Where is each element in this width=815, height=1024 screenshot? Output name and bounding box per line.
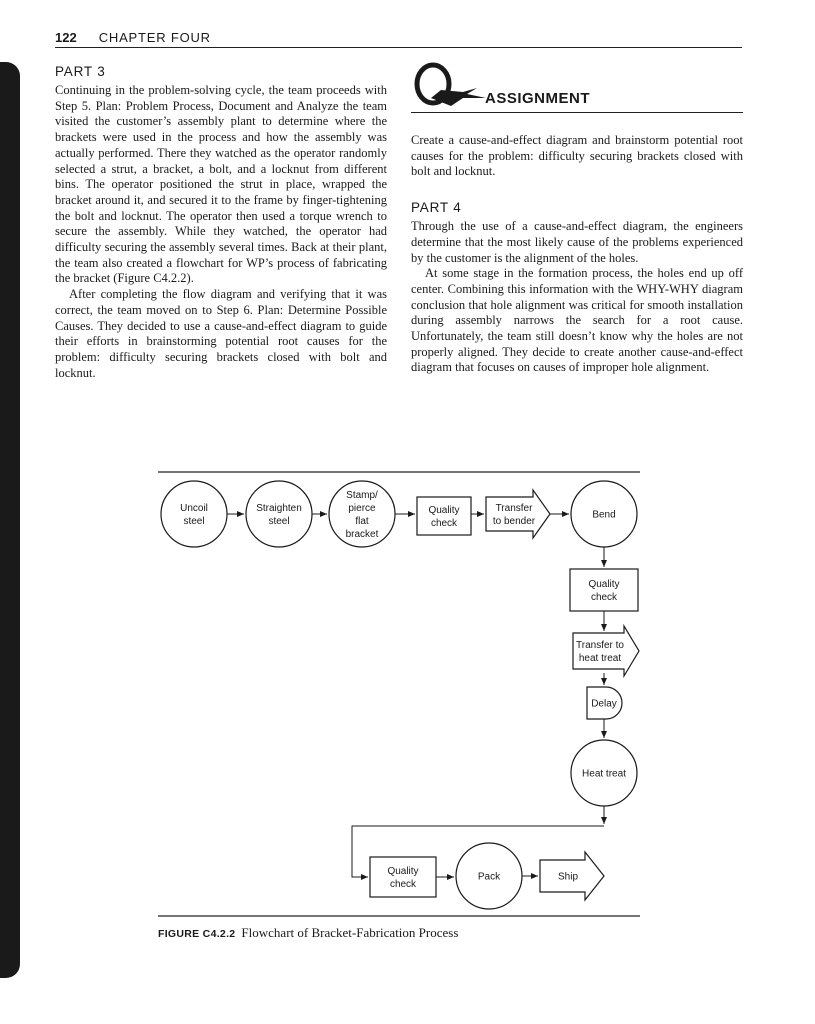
svg-text:Heat treat: [582, 769, 626, 780]
svg-text:Pack: [478, 872, 501, 883]
svg-text:Ship: [558, 872, 578, 883]
flowchart-label-line: Delay: [591, 698, 617, 710]
flowchart-label-line: flat: [355, 516, 369, 527]
flowchart-label-line: Ship: [557, 871, 579, 883]
chapter-title: CHAPTER FOUR: [98, 30, 211, 45]
figure-title: Flowchart of Bracket-Fabrication Process: [241, 925, 459, 940]
node-bend: [571, 481, 637, 547]
part3-paragraph-1: Continuing in the problem-solving cycle, the team proceeds with Step 5. Plan: Problem Process, Document and Analyze the team visited the customer’s assembly plant to determine where the brackets were used in the process and how the assembly was actually performed. There they watched as the operator randomly selected a strut, a bracket, a bolt, and a locknut from different bins. The operator positioned the strut in place, wrapped the bracket around it, and secured it to the frame by finger-tightening the bolt and locknut. The operator then used a torque wrench to secure the assembly. While they watched, the operator had difficulty securing the assembly several times. Back at their plant, the team also created a flowchart for WP’s process of fabricating the bracket (Figure C4.2.2).: [55, 83, 387, 286]
flowchart-label-line: Quality: [428, 505, 460, 516]
flow-arrows: [227, 514, 604, 877]
flowchart-svg: [158, 468, 640, 920]
right-column: [411, 60, 743, 376]
flowchart-label-line: Straighten: [256, 503, 302, 514]
figure-label: FIGURE C4.2.2: [158, 928, 236, 940]
svg-text:Delay: [591, 699, 617, 710]
flowchart-label-line: Bend: [592, 509, 616, 521]
node-transfer-to-heat-treat: [573, 626, 639, 676]
page-number: 122: [55, 30, 77, 45]
node-ship: [540, 852, 604, 900]
flowchart-label-line: Pack: [477, 871, 501, 883]
node-quality-check-3: [370, 857, 436, 897]
flowchart-label-line: Quality: [387, 866, 419, 877]
flowchart-label-line: check: [590, 592, 618, 603]
page-edge-tab: [0, 62, 20, 978]
part3-heading: PART 3: [55, 64, 106, 79]
flowchart-label-line: Quality: [588, 579, 620, 590]
flowchart-label-line: pierce: [348, 503, 376, 514]
assignment-header: [411, 60, 743, 113]
left-column: [55, 60, 387, 381]
node-straighten-steel: [246, 481, 312, 547]
flowchart-label-line: Transfer to: [576, 640, 624, 651]
part4-paragraph-2: At some stage in the formation process, the holes end up off center. Combining this information with the WHY-WHY diagram conclusion that hole alignment was critical for smooth installation during assembly narrows the search for a root cause. Unfortunately, the team still doesn’t know why the holes are not properly aligned. They decide to create another cause-and-effect diagram that focuses on causes of improper hole alignment.: [411, 266, 743, 375]
assignment-heading: ASSIGNMENT: [485, 90, 591, 107]
flowchart-label-line: to bender: [492, 516, 536, 527]
flowchart-label-line: heat treat: [578, 653, 622, 664]
node-heat-treat: [571, 740, 637, 806]
flowchart-label-line: Uncoil: [180, 503, 208, 514]
node-uncoil-steel: [161, 481, 227, 547]
node-stamp-pierce-flat-bracket: [329, 481, 395, 547]
svg-text:Bend: [592, 510, 615, 521]
flowchart-label-line: check: [430, 518, 458, 529]
part3-paragraph-2: After completing the flow diagram and verifying that it was correct, the team moved on to Step 6. Plan: Determine Possible Causes. They decided to use a cause-and-effect diagram to guide their efforts in brainstorming potential root causes for the problem: difficulty securing brackets closed with bolt and locknut.: [55, 287, 387, 380]
figure-caption: [158, 925, 458, 941]
part4-paragraph-1: Through the use of a cause-and-effect diagram, the engineers determine that the most likely cause of the problems experienced by the customer is the alignment of the holes.: [411, 219, 743, 265]
flowchart-figure: [158, 468, 640, 968]
node-quality-check-2: [570, 569, 638, 611]
flowchart-label-line: Heat treat: [582, 768, 626, 780]
flowchart-label-line: steel: [268, 516, 290, 527]
node-transfer-to-bender: [486, 490, 550, 538]
flowchart-label-line: bracket: [345, 529, 379, 540]
assignment-text: Create a cause-and-effect diagram and brainstorm potential root causes for the problem: difficulty securing brackets closed with bolt and locknut.: [411, 133, 743, 179]
flowchart-label-line: Stamp/: [346, 490, 378, 501]
running-header: [55, 30, 742, 48]
flowchart-label-line: Transfer: [495, 503, 533, 514]
flowchart-label-line: steel: [183, 516, 205, 527]
node-pack: [456, 843, 522, 909]
flowchart-label-line: check: [389, 879, 417, 890]
node-quality-check-1: [417, 497, 471, 535]
node-delay: [587, 687, 622, 719]
part4-heading: PART 4: [411, 200, 462, 216]
